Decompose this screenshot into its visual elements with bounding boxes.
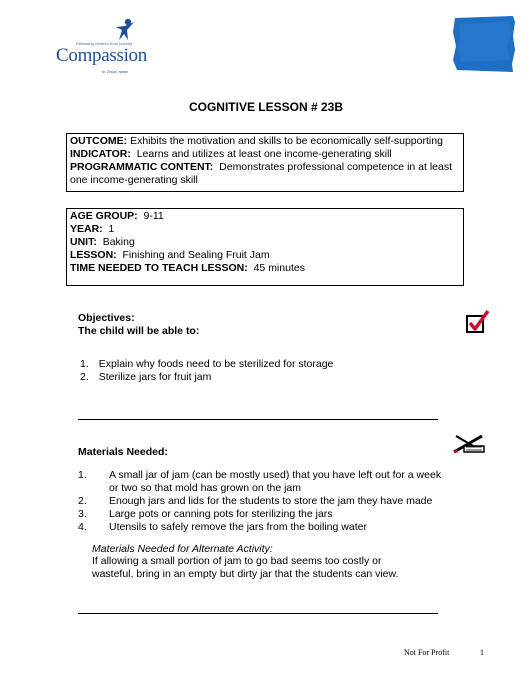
objectives-subheading: The child will be able to: (78, 325, 200, 337)
unit-row (70, 236, 460, 249)
list-item-text: Sterilize jars for fruit jam (98, 371, 212, 383)
list-item (78, 495, 449, 508)
unit-label: UNIT: (70, 236, 97, 248)
footer-not-for-profit: Not For Profit (404, 648, 450, 657)
year-label: YEAR: (70, 223, 103, 235)
lesson-row (70, 249, 460, 262)
objectives-heading-block (78, 312, 199, 338)
objectives-heading: Objectives: (78, 312, 135, 324)
page-number: 1 (480, 648, 484, 657)
section-divider (78, 613, 438, 614)
age-group-label: AGE GROUP: (70, 210, 138, 222)
alternate-activity-text: If allowing a small portion of jam to go bad seems too costly or wasteful, bring in an empty but dirty jar that the students can view. (92, 555, 399, 580)
outcome-value: Exhibits the motivation and skills to be economically self-supporting (130, 135, 443, 147)
logo-tagline: Releasing children from poverty (76, 41, 133, 46)
programmatic-label: PROGRAMMATIC CONTENT: (70, 161, 214, 173)
time-row (70, 262, 460, 275)
list-item-text: Enough jars and lids for the students to store the jam they have made (109, 495, 433, 507)
outcome-box (66, 133, 464, 192)
outcome-row (70, 135, 460, 148)
age-group-value: 9-11 (143, 210, 164, 222)
logo-wordmark: Compassion (56, 45, 147, 66)
alternate-activity-heading: Materials Needed for Alternate Activity: (92, 543, 273, 555)
list-item (80, 358, 333, 371)
programmatic-row (70, 161, 460, 187)
lesson-info-box (66, 208, 464, 286)
time-value: 45 minutes (253, 262, 305, 274)
pencil-icon (452, 432, 486, 456)
list-item-number: 1. (80, 358, 89, 370)
list-item-text: A small jar of jam (can be mostly used) that you have left out for a week or two so that mold has grown on the jam (109, 469, 442, 494)
unit-value: Baking (102, 236, 135, 248)
compassion-logo (56, 18, 166, 74)
list-item (78, 521, 449, 534)
list-item-text: Large pots or canning pots for sterilizing the jars (109, 508, 333, 520)
list-item-number: 4. (78, 521, 87, 533)
section-divider (78, 419, 438, 420)
child-figure-icon (114, 18, 136, 42)
list-item (78, 469, 449, 495)
time-label: TIME NEEDED TO TEACH LESSON: (70, 262, 248, 274)
checkbox-check-icon (466, 308, 490, 334)
lesson-label: LESSON: (70, 249, 117, 261)
lesson-title: COGNITIVE LESSON # 23B (188, 100, 344, 114)
logo-subtitle: in Jesus' name (102, 69, 129, 74)
materials-list (78, 469, 449, 534)
indicator-row (70, 148, 460, 161)
objectives-list (80, 358, 333, 384)
list-item-number: 2. (78, 495, 87, 507)
outcome-label: OUTCOME: (70, 135, 128, 147)
indicator-value: Learns and utilizes at least one income-generating skill (136, 148, 392, 160)
lesson-value: Finishing and Sealing Fruit Jam (122, 249, 270, 261)
list-item-number: 3. (78, 508, 87, 520)
indicator-label: INDICATOR: (70, 148, 131, 160)
list-item-text: Utensils to safely remove the jars from the boiling water (109, 521, 367, 533)
age-group-row (70, 210, 460, 223)
list-item-text: Explain why foods need to be sterilized for storage (98, 358, 334, 370)
list-item (80, 371, 333, 384)
programmatic-value: Demonstrates professional competence in at least one income-generating skill (70, 161, 453, 186)
materials-heading: Materials Needed: (78, 446, 168, 458)
list-item-number: 2. (80, 371, 89, 383)
blue-brush-block (453, 16, 515, 72)
list-item-number: 1. (78, 469, 87, 481)
year-row (70, 223, 460, 236)
list-item (78, 508, 449, 521)
year-value: 1 (108, 223, 115, 235)
